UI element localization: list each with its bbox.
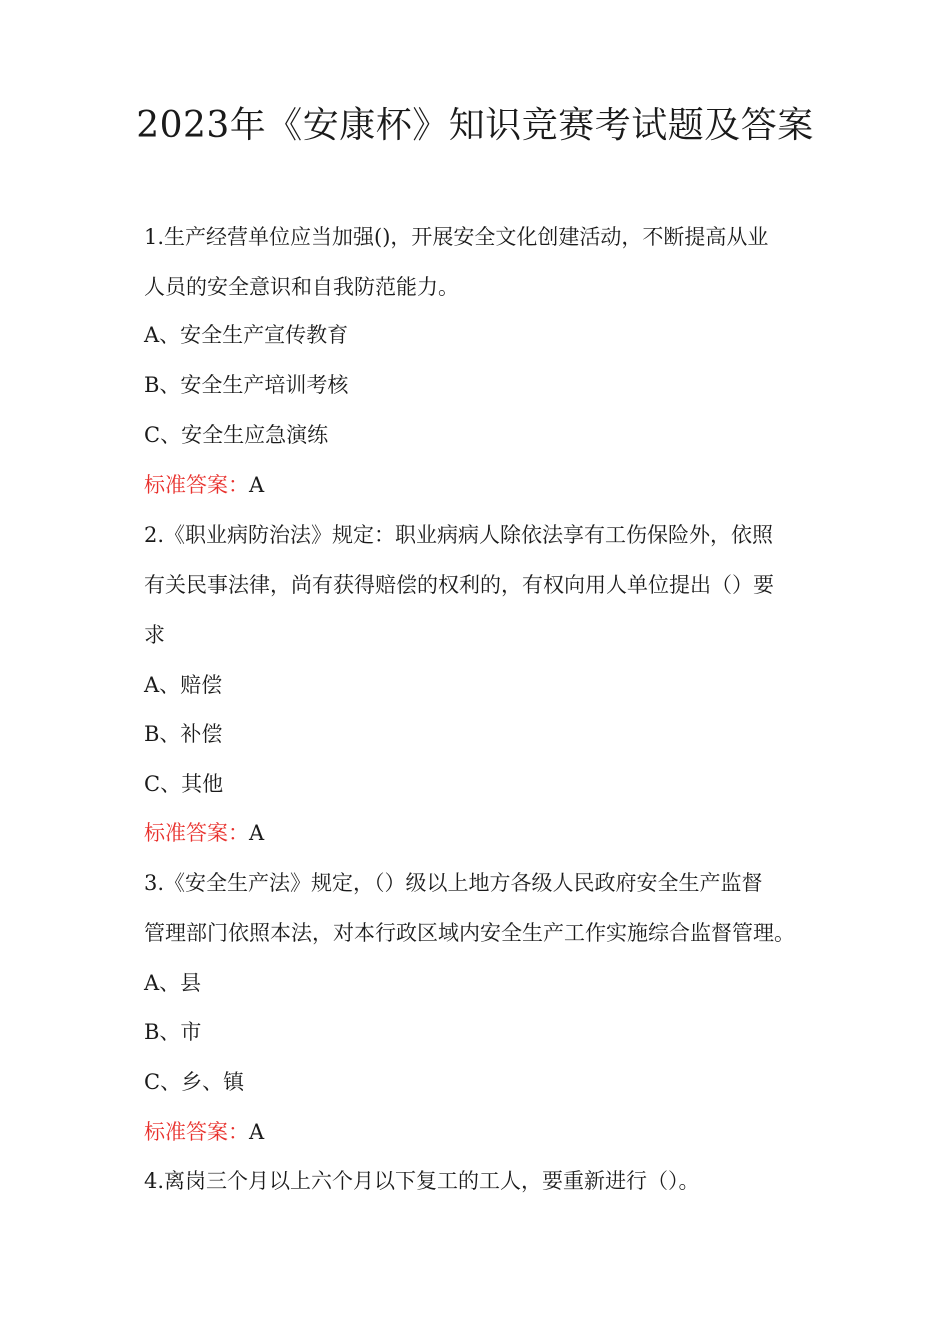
answer-label: 标准答案：: [144, 821, 249, 845]
question-2-answer: [144, 818, 264, 848]
question-2-stem-line-3: 求: [144, 623, 165, 647]
question-1-option-a: A、安全生产宣传教育: [144, 323, 349, 347]
answer-value: A: [249, 821, 265, 845]
document-title: 2023年《安康杯》知识竞赛考试题及答案: [136, 105, 814, 146]
question-2-option-c: C、其他: [144, 772, 224, 796]
answer-value: A: [249, 473, 265, 497]
question-2-option-a: A、赔偿: [144, 673, 223, 697]
question-1-answer: [144, 470, 264, 500]
question-2-option-b: B、补偿: [144, 722, 223, 746]
question-1-option-b: B、安全生产培训考核: [144, 373, 349, 397]
question-3-stem-line-2: 管理部门依照本法，对本行政区域内安全生产工作实施综合监督管理。: [144, 921, 795, 945]
question-2-stem-line-2: 有关民事法律，尚有获得赔偿的权利的，有权向用人单位提出（）要: [144, 573, 774, 597]
answer-label: 标准答案：: [144, 473, 249, 497]
question-3-option-a: A、县: [144, 971, 202, 995]
question-3-option-c: C、乡、镇: [144, 1070, 245, 1094]
question-3-stem-line-1: 3.《安全生产法》规定，（）级以上地方各级人民政府安全生产监督: [144, 871, 763, 895]
question-4-stem-line-1: 4.离岗三个月以上六个月以下复工的工人，要重新进行（）。: [144, 1169, 700, 1193]
question-1-stem-line-2: 人员的安全意识和自我防范能力。: [144, 275, 459, 299]
question-3-answer: [144, 1117, 264, 1147]
question-2-stem-line-1: 2.《职业病防治法》规定：职业病病人除依法享有工伤保险外，依照: [144, 523, 774, 547]
question-1-option-c: C、安全生应急演练: [144, 423, 329, 447]
question-3-option-b: B、市: [144, 1020, 202, 1044]
answer-label: 标准答案：: [144, 1120, 249, 1144]
question-1-stem-line-1: 1.生产经营单位应当加强()，开展安全文化创建活动，不断提高从业: [144, 225, 769, 249]
answer-value: A: [249, 1120, 265, 1144]
